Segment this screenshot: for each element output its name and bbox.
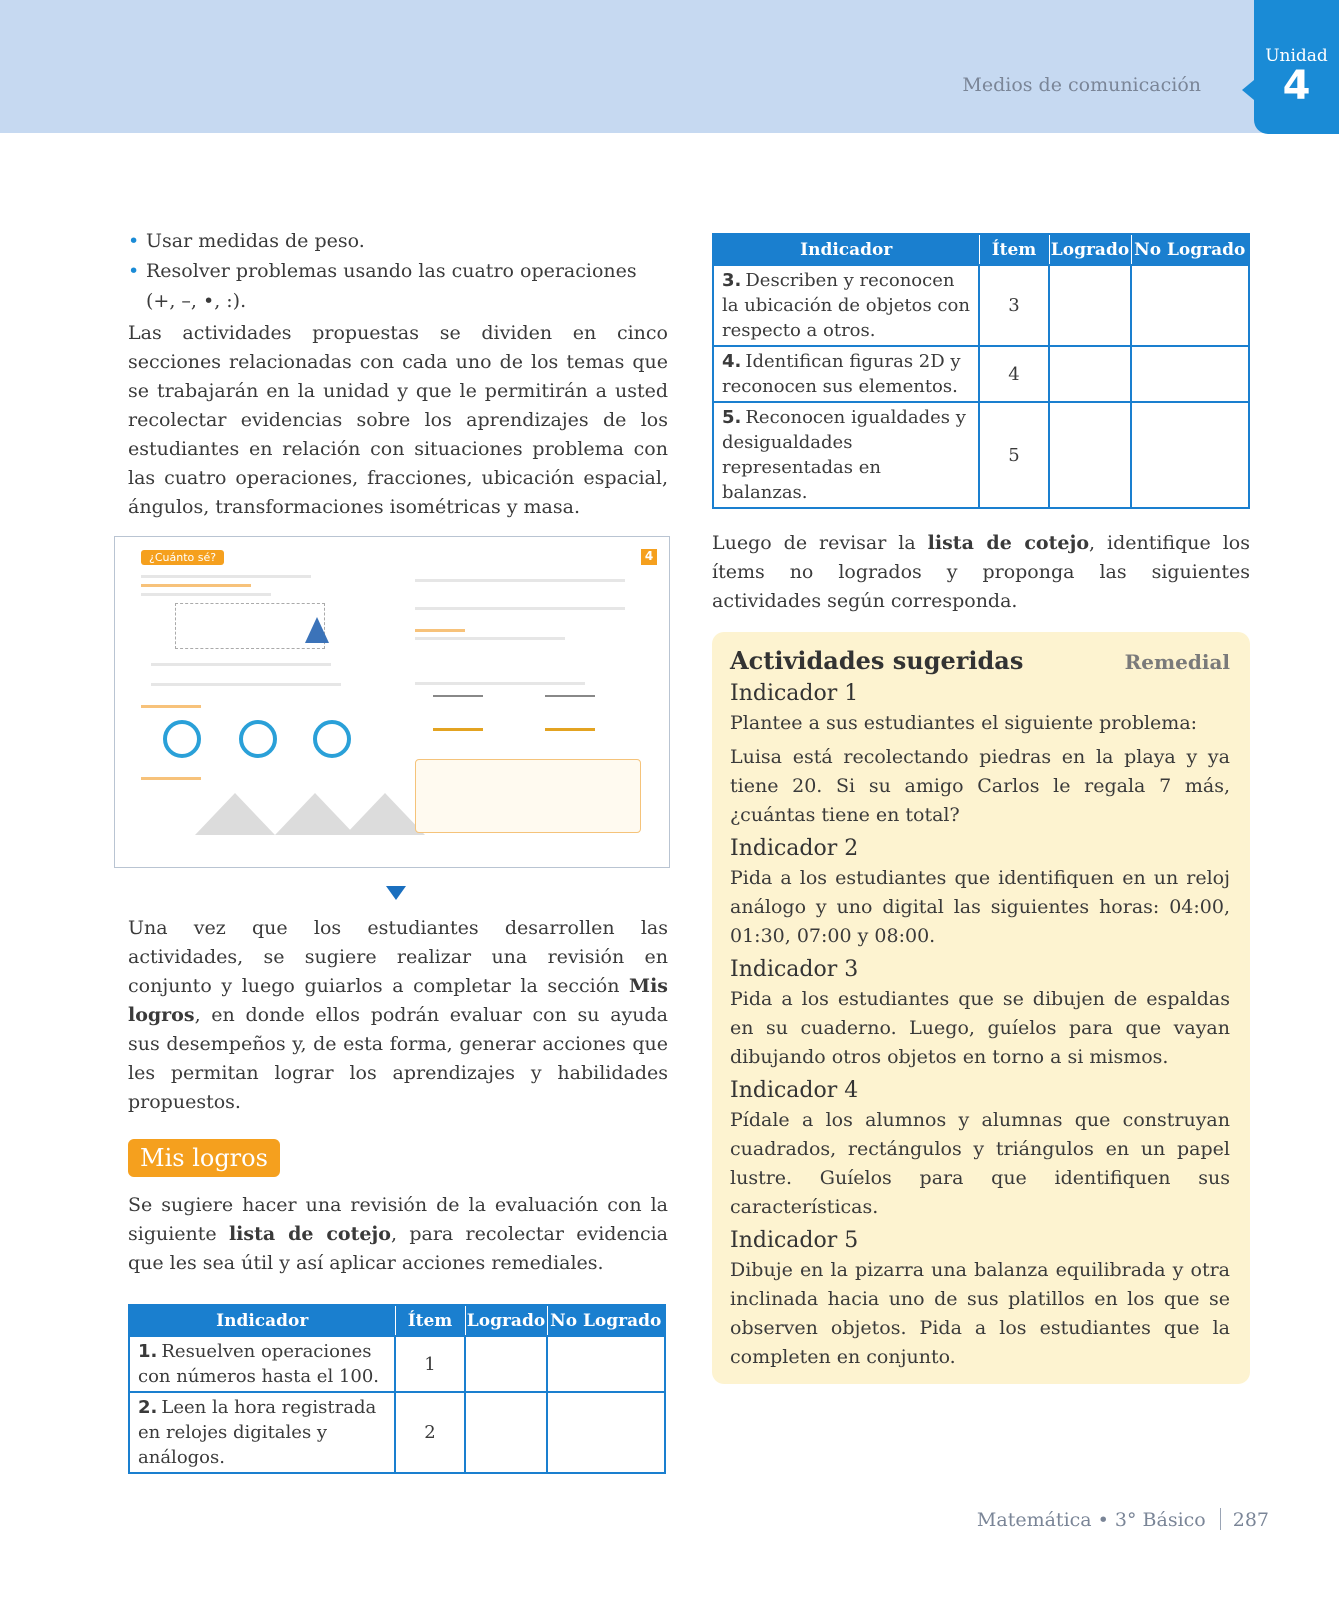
footer-book-title: Matemática • 3° Básico <box>976 1509 1206 1531</box>
activity-text: Pídale a los alumnos y alumnas que construyan cuadrados, rectángulos y triángulos en un papel lustre. Guíelos para que identifiquen sus características. <box>730 1109 1230 1218</box>
activities-title: Actividades sugeridas <box>730 646 1024 675</box>
indicator-number: 4. <box>722 351 742 372</box>
indicator-heading: Indicador 2 <box>730 836 859 861</box>
footer-divider <box>1220 1508 1221 1530</box>
item-cell: 1 <box>395 1336 465 1392</box>
luego-paragraph <box>712 529 1250 616</box>
right-column <box>712 233 1250 1384</box>
indicator-number: 1. <box>138 1341 158 1362</box>
thumbnail-clock-icon <box>313 720 351 758</box>
thumbnail-text-line <box>141 575 311 578</box>
header-item: Ítem <box>979 234 1049 265</box>
item-cell: 2 <box>395 1392 465 1473</box>
table-header-row <box>129 1305 665 1336</box>
indicator-cell <box>713 402 979 508</box>
indicator-cell <box>129 1336 395 1392</box>
indicator-number: 2. <box>138 1397 158 1418</box>
logrado-cell[interactable] <box>465 1392 547 1473</box>
activity-text: Pida a los estudiantes que se dibujen de espaldas en su cuaderno. Luego, guíelos para que vayan dibujando otros objetos en torno a si mismos. <box>730 988 1230 1068</box>
header-no-logrado: No Logrado <box>547 1305 665 1336</box>
checklist-text-2: , para recolectar evidencia que les sea útil y así aplicar acciones remediales. <box>128 1223 668 1274</box>
thumbnail-unit-number: 4 <box>641 549 657 565</box>
thumbnail-text-line <box>151 683 341 686</box>
activity-text: Luisa está recolectando piedras en la playa y ya tiene 20. Si su amigo Carlos le regala 7 más, ¿cuántas tiene en total? <box>730 746 1230 826</box>
indicator-heading: Indicador 4 <box>730 1078 859 1103</box>
thumbnail-text-line <box>141 777 201 780</box>
activities-tag: Remedial <box>1124 650 1230 674</box>
luego-bold: lista de cotejo <box>927 532 1089 554</box>
no-logrado-cell[interactable] <box>547 1336 665 1392</box>
indicator-text: Identifican figuras 2D y reconocen sus elementos. <box>722 351 961 397</box>
bullet-item: • Resolver problemas usando las cuatro operaciones (+, –, •, :). <box>128 256 668 316</box>
header-section-title: Medios de comunicación <box>962 74 1201 96</box>
header-logrado: Logrado <box>1049 234 1131 265</box>
item-cell: 5 <box>979 402 1049 508</box>
no-logrado-cell[interactable] <box>547 1392 665 1473</box>
header-no-logrado: No Logrado <box>1131 234 1249 265</box>
student-page-thumbnail <box>114 536 670 868</box>
table-row <box>713 346 1249 402</box>
logrado-cell[interactable] <box>1049 402 1131 508</box>
unit-label: Unidad <box>1265 46 1328 66</box>
thumbnail-clock-icon <box>239 720 277 758</box>
indicator-text: Resuelven operaciones con números hasta el 100. <box>138 1341 379 1387</box>
header-indicador: Indicador <box>129 1305 395 1336</box>
activities-header <box>730 646 1230 675</box>
item-cell: 3 <box>979 265 1049 346</box>
logrado-cell[interactable] <box>1049 346 1131 402</box>
thumbnail-text-line <box>415 629 465 632</box>
indicator-heading: Indicador 3 <box>730 957 859 982</box>
review-text-1: Una vez que los estudiantes desarrollen las actividades, se sugiere realizar una revisión en conjunto y luego guiarlos a completar la sección <box>128 917 668 997</box>
thumbnail-text-line <box>415 682 585 685</box>
table-row <box>713 265 1249 346</box>
header-band <box>0 0 1339 133</box>
activities-box <box>712 632 1250 1384</box>
indicator-heading: Indicador 1 <box>730 681 859 706</box>
indicator-heading: Indicador 5 <box>730 1228 859 1253</box>
unit-number: 4 <box>1282 63 1311 109</box>
table-header-row <box>713 234 1249 265</box>
indicator-number: 5. <box>722 407 742 428</box>
checklist-bold: lista de cotejo <box>228 1223 391 1245</box>
indicator-cell <box>129 1392 395 1473</box>
header-logrado: Logrado <box>465 1305 547 1336</box>
thumbnail-balance-icon <box>545 695 595 731</box>
header-item: Ítem <box>395 1305 465 1336</box>
indicator-number: 3. <box>722 270 742 291</box>
luego-text-1: Luego de revisar la <box>712 532 928 554</box>
thumbnail-clock-icon <box>163 720 201 758</box>
thumbnail-balance-icon <box>433 695 483 731</box>
item-cell: 4 <box>979 346 1049 402</box>
table-row <box>713 402 1249 508</box>
indicator-cell <box>713 346 979 402</box>
thumbnail-text-line <box>141 584 251 587</box>
thumbnail-text-line <box>415 637 565 640</box>
page-footer <box>977 1508 1269 1531</box>
thumbnail-text-line <box>141 593 271 596</box>
thumbnail-mis-logros-box <box>415 759 641 833</box>
mis-logros-heading: Mis logros <box>128 1139 280 1177</box>
luego-text-2: , identifique los ítems no logrados y proponga las siguientes actividades según corresponda. <box>712 532 1250 612</box>
no-logrado-cell[interactable] <box>1131 265 1249 346</box>
bullet-list <box>128 226 668 316</box>
review-bold: Mis logros <box>128 975 668 1026</box>
checklist-paragraph <box>128 1191 668 1278</box>
thumbnail-text-line <box>415 579 625 582</box>
logrado-cell[interactable] <box>1049 265 1131 346</box>
indicator-text: Describen y reconocen la ubicación de objetos con respecto a otros. <box>722 270 970 341</box>
checklist-table-right <box>712 233 1250 509</box>
thumbnail-tree-icon <box>305 617 329 643</box>
thumbnail-badge: ¿Cuánto sé? <box>141 550 224 565</box>
table-row <box>129 1336 665 1392</box>
thumbnail-mountain-icon <box>195 793 275 835</box>
left-column <box>128 226 668 1474</box>
review-text-2: , en donde ellos podrán evaluar con su ayuda sus desempeños y, de esta forma, generar acciones que les permitan lograr los aprendizajes y habilidades propuestos. <box>128 1004 668 1113</box>
table-row <box>129 1392 665 1473</box>
indicator-text: Leen la hora registrada en relojes digitales y análogos. <box>138 1397 377 1468</box>
thumbnail-mountain-icon <box>345 793 425 835</box>
checklist-table-left <box>128 1304 666 1474</box>
arrow-down-icon <box>386 886 406 900</box>
thumbnail-text-line <box>141 705 201 708</box>
logrado-cell[interactable] <box>465 1336 547 1392</box>
indicator-text: Reconocen igualdades y desigualdades representadas en balanzas. <box>722 407 966 503</box>
no-logrado-cell[interactable] <box>1131 402 1249 508</box>
checklist-text-1: Se sugiere hacer una revisión de la evaluación con la siguiente <box>128 1194 668 1245</box>
unit-tab <box>1254 0 1339 134</box>
header-indicador: Indicador <box>713 234 979 265</box>
intro-paragraph: Las actividades propuestas se dividen en cinco secciones relacionadas con cada uno de los temas que se trabajarán en la unidad y que le permitirán a usted recolectar evidencias sobre los aprendizajes de los estudiantes en relación con situaciones problema con las cuatro operaciones, fracciones, ubicación espacial, ángulos, transformaciones isométricas y masa. <box>128 322 668 518</box>
review-paragraph <box>128 914 668 1117</box>
thumbnail-invitation-box <box>175 603 325 649</box>
no-logrado-cell[interactable] <box>1131 346 1249 402</box>
bullet-item: • Usar medidas de peso. <box>128 226 668 256</box>
indicator-cell <box>713 265 979 346</box>
activity-text: Pida a los estudiantes que identifiquen en un reloj análogo y uno digital las siguientes horas: 04:00, 01:30, 07:00 y 08:00. <box>730 867 1230 947</box>
page-number: 287 <box>1232 1509 1269 1531</box>
activity-text: Plantee a sus estudiantes el siguiente problema: <box>730 712 1198 734</box>
thumbnail-mountain-icon <box>275 793 355 835</box>
activity-text: Dibuje en la pizarra una balanza equilibrada y otra inclinada hacia uno de sus platillos en los que se observen objetos. Pida a los estudiantes que la completen en conjunto. <box>730 1259 1230 1368</box>
thumbnail-text-line <box>151 663 331 666</box>
thumbnail-text-line <box>415 607 625 610</box>
